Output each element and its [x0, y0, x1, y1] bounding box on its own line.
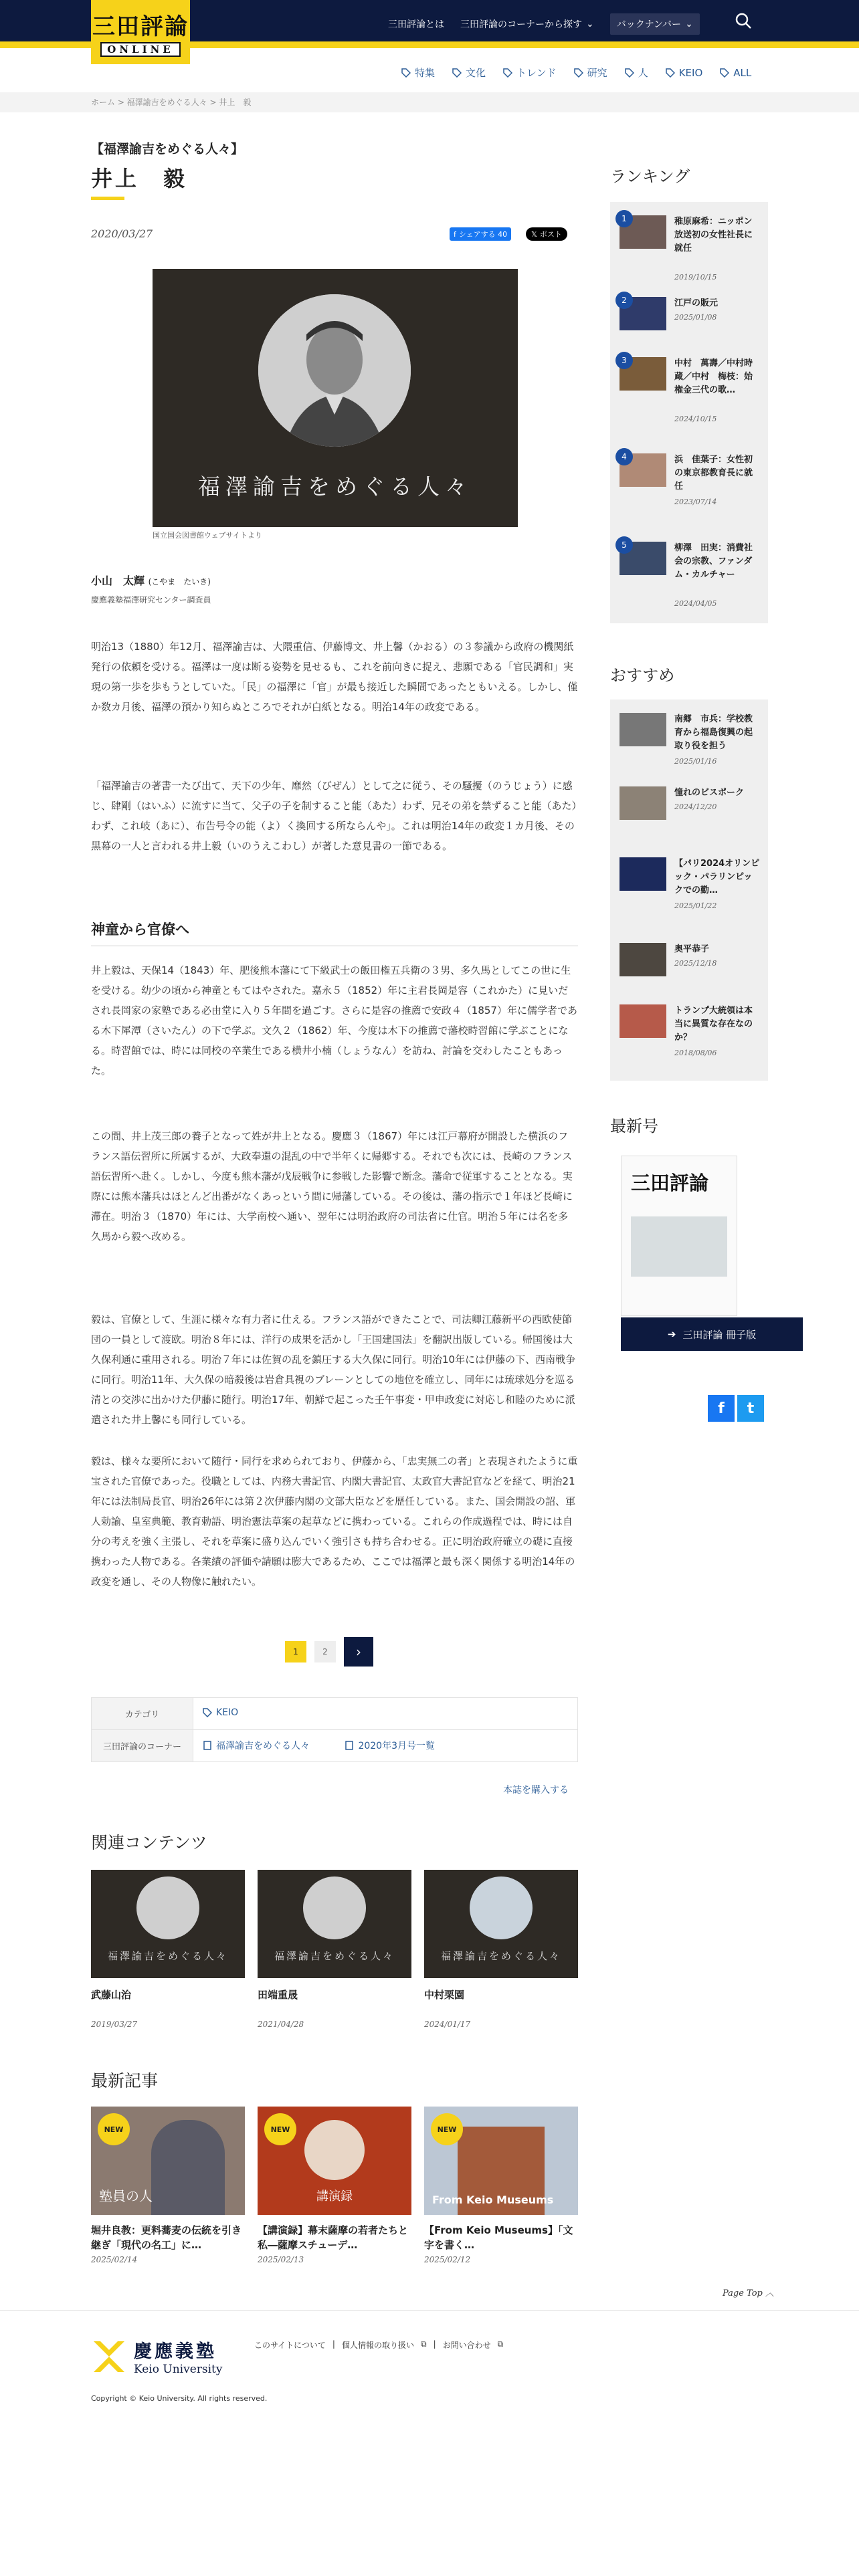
- book-icon: [203, 1741, 212, 1750]
- latest-card[interactable]: [424, 2107, 578, 2264]
- card-overlay-label: From Keio Museums: [432, 2193, 554, 2206]
- latest-card-date: 2025/02/12: [424, 2255, 471, 2264]
- section-heading: 神童から官僚へ: [91, 919, 578, 946]
- body-paragraph-6: 毅は、様々な要所において随行・同行を求められており、伊藤から、「忠実無二の者」と表現されたように重宝された官僚であった。役職としては、内務大書記官、内閣大書記官、太政官大書記官などを経て、明治21年には法制局長官、明治26年には第２次伊藤内閣の文部大臣などを歴任している。また、国会開設の詔、軍人勅諭、皇室典範、教育勅語、明治憲法草案の起草などに携わっている。これらの作成過程では、時には自分の考えを強く主張し、それを草案に盛り込んでいく強引さも持ち合わせる。正に明治政府確立の礎に直接携わった人物である。各業績の評価や請願は膨大であるため、ここでは福澤と最も深く関係する明治14年の政変を通し、その人物像に触れたい。: [91, 1455, 578, 1588]
- rank-badge: 5: [615, 536, 633, 554]
- ranking-date: 2024/10/15: [674, 415, 717, 423]
- recommend-thumb: [619, 1004, 666, 1038]
- footer-separator: |: [433, 2339, 436, 2349]
- portrait-photo: [258, 294, 411, 447]
- corner-value: 2020年3月号一覧: [358, 1741, 435, 1751]
- tag-icon: [574, 68, 583, 78]
- ranking-item[interactable]: [619, 215, 760, 289]
- category-feature[interactable]: [401, 66, 435, 80]
- keio-logo[interactable]: [91, 2337, 222, 2376]
- new-badge: NEW: [98, 2113, 130, 2145]
- corner-value-cell: [193, 1730, 578, 1762]
- magazine-cover-title: 三田評論: [631, 1172, 709, 1194]
- ranking-item[interactable]: [619, 542, 760, 615]
- recommend-title: 奥平恭子: [674, 944, 710, 954]
- logo-sub-text: ONLINE: [100, 42, 181, 57]
- ranking-date: 2023/07/14: [674, 498, 717, 506]
- magazine-print-button[interactable]: [621, 1317, 803, 1351]
- tag-icon: [401, 68, 411, 78]
- magazine-cover[interactable]: [621, 1156, 737, 1316]
- body-paragraph-2: 「福澤諭吉の著書一たび出て、天下の少年、靡然（びぜん）として之に従う、その騒擾（のうじょう）に感じ、肆剛（はいふ）に流すに当て、父子の子を制すること能（あた）わず、兄その弟を禁ずること能（あた）わず、これ岐（あに）、布告号令の能（よ）く換回する所ならんや」。これは明治14年の政変１カ月後、その黒幕の一人と言われる井上毅（いのうえこわし）が著した意見書の一節である。: [91, 780, 577, 852]
- pagination: [285, 1637, 373, 1667]
- recommend-heading: おすすめ: [610, 666, 675, 685]
- related-heading: 関連コンテンツ: [91, 1833, 207, 1852]
- footer-logo-ja: 慶應義塾: [134, 2341, 217, 2362]
- page-2-button[interactable]: 2: [314, 1641, 336, 1662]
- category-all[interactable]: [720, 66, 751, 80]
- page-top-label: Page Top: [723, 2288, 763, 2298]
- category-label: 文化: [466, 67, 486, 79]
- category-keio-link[interactable]: [203, 1707, 254, 1718]
- category-label: トレンド: [516, 67, 557, 79]
- footer-links: [254, 2339, 503, 2351]
- nav-backnumber[interactable]: [610, 13, 700, 35]
- footer-link-contact[interactable]: お問い合わせ: [442, 2341, 491, 2350]
- recommend-date: 2018/08/06: [674, 1049, 717, 1057]
- category-label: KEIO: [678, 66, 703, 79]
- image-credit: 国立国会図書館ウェブサイトより: [153, 531, 262, 540]
- recommend-item[interactable]: [619, 786, 760, 840]
- recommend-title: トランプ大統領は本当に異質な存在なのか？: [674, 1006, 753, 1043]
- rank-badge: 1: [615, 210, 633, 227]
- related-card-title: 中村栗園: [424, 1989, 465, 2001]
- tag-icon: [203, 1708, 212, 1717]
- title-underline: [91, 197, 124, 200]
- arrow-circle-icon: ➔: [667, 1328, 676, 1340]
- category-research[interactable]: [574, 66, 607, 80]
- ranking-title: 中村 萬壽／中村時蔵／中村 梅枝：始権金三代の歌…: [674, 358, 753, 395]
- facebook-icon: f: [454, 229, 456, 239]
- recommend-title: 南郷 市兵：学校教育から福島復興の起取り役を担う: [674, 714, 753, 751]
- related-card[interactable]: [424, 1870, 578, 2029]
- recommend-list: [610, 700, 768, 1081]
- portrait-photo: [470, 1876, 533, 1939]
- card-caption: 福澤諭吉をめぐる人々: [274, 1950, 395, 1962]
- author-affiliation: 慶應義塾福澤研究センター調査員: [91, 595, 211, 605]
- related-card-title: 武藤山治: [91, 1989, 132, 2001]
- related-card-date: 2021/04/28: [258, 2020, 304, 2029]
- related-card-title: 田端重晟: [258, 1989, 298, 2001]
- page-top-link[interactable]: [723, 2286, 774, 2298]
- recommend-thumb: [619, 786, 666, 820]
- recommend-date: 2025/01/22: [674, 901, 717, 910]
- category-culture[interactable]: [452, 66, 486, 80]
- ranking-list: [610, 202, 768, 623]
- related-card[interactable]: [91, 1870, 245, 2029]
- body-paragraph-5: 毅は、官僚として、生涯に様々な有力者に仕える。フランス語ができたことで、司法卿江藤新平の西欧使節団の一員として渡欧。明治８年には、洋行の成果を活かし「王国建国法」を翻訳出版している。帰国後は大久保利通に重用される。明治７年には佐賀の乱を鎮圧する大久保に同行。明治10年には伊藤の下、西南戦争に同行。明治11年、大久保の暗殺後は岩倉具視のブレーンとしての地位を確立し、同年には琉球処分を巡る清との交渉に出かけた伊藤に随行。明治17年、朝鮮で起こった壬午事変・甲申政変に対応し和睦のために派遣された井上馨にも同行している。: [91, 1313, 576, 1426]
- category-label: 人: [638, 67, 648, 79]
- social-links: [708, 1395, 764, 1422]
- new-badge: NEW: [431, 2113, 463, 2145]
- category-value-cell: [193, 1698, 578, 1730]
- corner-value: 福澤諭吉をめぐる人々: [216, 1741, 310, 1751]
- tag-icon: [625, 68, 634, 78]
- footer-divider: [0, 2310, 859, 2311]
- category-value: KEIO: [216, 1707, 239, 1718]
- facebook-share-button[interactable]: [450, 227, 511, 241]
- ranking-item[interactable]: [619, 453, 760, 520]
- corner-link-series[interactable]: [203, 1739, 326, 1752]
- new-badge: NEW: [264, 2113, 296, 2145]
- ranking-title: 稚原麻希：ニッポン放送初の女性社長に就任: [674, 217, 753, 253]
- publish-date: 2020/03/27: [91, 227, 153, 240]
- recommend-item[interactable]: [619, 943, 760, 996]
- footer-link-privacy[interactable]: 個人情報の取り扱い: [341, 2341, 414, 2350]
- external-link-icon: ⧉: [420, 2339, 427, 2349]
- external-link-icon: ⧉: [497, 2339, 504, 2349]
- footer-link-about[interactable]: このサイトについて: [254, 2341, 326, 2350]
- latest-card-image: [424, 2107, 578, 2215]
- copyright: Copyright © Keio University. All rights reserved.: [91, 2394, 268, 2403]
- series-name: 【福澤諭吉をめぐる人々】: [91, 142, 244, 156]
- search-icon[interactable]: [735, 12, 752, 29]
- footer-separator: |: [332, 2339, 335, 2349]
- card-caption: 福澤諭吉をめぐる人々: [107, 1950, 228, 1962]
- ranking-date: 2024/04/05: [674, 599, 717, 608]
- portrait-illustration: [258, 294, 411, 447]
- person-photo: [304, 2120, 365, 2180]
- next-page-button[interactable]: ›: [344, 1637, 373, 1667]
- latest-card-title: 【From Keio Museums】「文字を書く…: [424, 2224, 573, 2251]
- chevron-down-icon: ⌄: [685, 19, 693, 29]
- latest-issue-heading: 最新号: [610, 1117, 658, 1136]
- category-nav: [401, 66, 751, 80]
- recommend-date: 2025/12/18: [674, 959, 717, 968]
- magazine-cover-image: [631, 1216, 727, 1277]
- tag-icon: [503, 68, 512, 78]
- body-paragraph-3: 井上毅は、天保14（1843）年、肥後熊本藩にて下級武士の飯田権五兵衛の３男、多久馬としてこの世に生を受ける。幼少の頃から神童ともてはやされた。嘉永５（1852）年に主君長岡是容（これかた）に見いだされ長岡家の家塾である必由堂に入り５年間を過ごす。さらに是容の推薦で安政４（1857）年に儒学者である木下犀潭（さいたん）の下で学ぶ。文久２（1862）年、今度は木下の推薦で藩校時習館に学ぶことになる。時習館では、時には同校の卒業生である横井小楠（しょうなん）を訪ね、討論を交わしたこともあった。: [91, 964, 577, 1077]
- related-card-date: 2024/01/17: [424, 2020, 471, 2029]
- recommend-thumb: [619, 857, 666, 891]
- ranking-heading: ランキング: [610, 167, 690, 186]
- card-caption: 福澤諭吉をめぐる人々: [440, 1950, 561, 1962]
- related-card-image: [91, 1870, 245, 1978]
- recommend-thumb: [619, 943, 666, 976]
- category-keio[interactable]: [666, 66, 703, 80]
- x-icon: 𝕏: [531, 229, 537, 239]
- x-share-label: ポスト: [539, 230, 562, 239]
- footer-logo-en: Keio University: [134, 2363, 223, 2376]
- latest-card-date: 2025/02/13: [258, 2255, 304, 2264]
- twitter-icon[interactable]: t: [737, 1395, 764, 1422]
- related-card-date: 2019/03/27: [91, 2020, 138, 2029]
- rank-badge: 3: [615, 352, 633, 369]
- tag-icon: [666, 68, 675, 78]
- recommend-date: 2024/12/20: [674, 802, 717, 811]
- latest-card-title: 【講演録】幕末薩摩の若者たちと私―薩摩スチューデ…: [258, 2224, 409, 2251]
- ranking-title: 浜 佳葉子：女性初の東京都教育長に就任: [674, 455, 753, 492]
- category-trend[interactable]: [503, 66, 557, 80]
- x-share-button[interactable]: [526, 227, 567, 241]
- related-card-image: [424, 1870, 578, 1978]
- nav-corners-label: 三田評論のコーナーから探す: [460, 19, 582, 30]
- top-nav: [388, 13, 700, 35]
- logo-main-text: 三田評論: [92, 13, 189, 40]
- site-logo[interactable]: [91, 0, 190, 64]
- recommend-item[interactable]: [619, 713, 760, 773]
- related-card-image: [258, 1870, 411, 1978]
- latest-card-date: 2025/02/14: [91, 2255, 138, 2264]
- category-label: カテゴリ: [92, 1698, 193, 1730]
- recommend-item[interactable]: [619, 1004, 760, 1071]
- latest-card[interactable]: [91, 2107, 245, 2264]
- recommend-item[interactable]: [619, 857, 760, 924]
- recommend-title: 憧れのビスポーク: [674, 788, 745, 798]
- ranking-item[interactable]: [619, 297, 760, 350]
- hero-image: [153, 269, 518, 527]
- author-ruby: (こやま たいき): [148, 577, 211, 586]
- card-overlay-label: 講演録: [316, 2189, 353, 2204]
- portrait-photo: [136, 1876, 199, 1939]
- hero-caption: 福澤諭吉をめぐる人々: [198, 473, 472, 500]
- latest-card-image: [91, 2107, 245, 2215]
- breadcrumb[interactable]: ホーム > 福澤諭吉をめぐる人々 > 井上 毅: [91, 98, 252, 107]
- nav-backnumber-label: バックナンバー: [616, 19, 682, 30]
- latest-card-title: 堀井良教：更料蕎麦の伝統を引き継ぎ「現代の名工」に…: [91, 2224, 242, 2251]
- body-paragraph-4: この間、井上茂三郎の養子となって姓が井上となる。慶應３（1867）年には江戸幕府が開設した横浜のフランス語伝習所に所属するが、大政奉還の混乱の中で半年くに帰郷する。それでも次には、長崎のフランス語伝習所へ赴く。しかし、今度も熊本藩が戊辰戦争に参戦した影響で断念。藩命で従軍することとなる。実際には熊本藩兵はほとんど出番がなくあっという間に帰藩している。その後は、藩の指示で１年ほど長崎に滞在。明治３（1870）年には、大学南校へ通い、翌年には明治政府の司法省に仕官。明治５年には名を多久馬から毅へ改める。: [91, 1130, 573, 1243]
- latest-card-image: [258, 2107, 411, 2215]
- latest-card[interactable]: [258, 2107, 411, 2264]
- tag-icon: [720, 68, 729, 78]
- book-icon: [345, 1741, 354, 1750]
- chevron-down-icon: ⌄: [586, 19, 594, 29]
- person-photo: [151, 2120, 225, 2215]
- ranking-title: 柳澤 田実：消費社会の宗教、ファンダム・カルチャー: [674, 543, 753, 580]
- category-label: ALL: [733, 66, 752, 79]
- portrait-photo: [303, 1876, 366, 1939]
- corner-link-issue[interactable]: [345, 1739, 451, 1752]
- facebook-share-label: シェアする 40: [458, 230, 508, 239]
- related-card[interactable]: [258, 1870, 411, 2029]
- rank-badge: 4: [615, 448, 633, 465]
- page-title: 井上 毅: [91, 166, 188, 191]
- category-label: 特集: [415, 67, 436, 79]
- keio-pen-icon: [91, 2339, 127, 2375]
- magazine-button-label: 三田評論 冊子版: [682, 1328, 757, 1341]
- latest-heading: 最新記事: [91, 2071, 159, 2090]
- nav-about[interactable]: 三田評論とは: [388, 19, 444, 30]
- category-label: 研究: [587, 67, 607, 79]
- article-meta-table: [91, 1697, 578, 1762]
- corner-label: 三田評論のコーナー: [92, 1730, 193, 1762]
- ranking-date: 2025/01/08: [674, 313, 717, 322]
- author-name: [91, 572, 211, 588]
- recommend-thumb: [619, 713, 666, 746]
- recommend-date: 2025/01/16: [674, 757, 717, 766]
- ranking-title: 江戸の販元: [674, 298, 719, 308]
- buy-magazine-link[interactable]: 本誌を購入する: [503, 1785, 569, 1796]
- category-people[interactable]: [625, 66, 648, 80]
- ranking-item[interactable]: [619, 357, 760, 431]
- nav-corners[interactable]: [460, 17, 594, 31]
- body-paragraph-1: 明治13（1880）年12月、福澤諭吉は、大隈重信、伊藤博文、井上馨（かおる）の３参議から政府の機関紙発行の依頼を受ける。福澤は一度は断る姿勢を見せるも、これを前向きに捉え、悲願である「官民調和」実現の第一歩を歩もうとしていた。「民」の福澤に「官」が最も接近した瞬間であったともいえる。しかし、僅か数カ月後、福澤の預かり知らぬところでそれが白紙となる。明治14年の政変である。: [91, 641, 578, 713]
- rank-badge: 2: [615, 292, 633, 309]
- facebook-icon[interactable]: f: [708, 1395, 735, 1422]
- card-overlay-label: 塾員の人: [99, 2188, 153, 2204]
- page-1-button[interactable]: 1: [285, 1641, 306, 1662]
- ranking-date: 2019/10/15: [674, 273, 717, 282]
- recommend-title: 【パリ2024オリンピック・パラリンピックでの勤…: [674, 859, 760, 895]
- tag-icon: [452, 68, 462, 78]
- author-name-text: 小山 太輝: [91, 574, 145, 587]
- chevron-up-icon: ︿: [765, 2288, 775, 2298]
